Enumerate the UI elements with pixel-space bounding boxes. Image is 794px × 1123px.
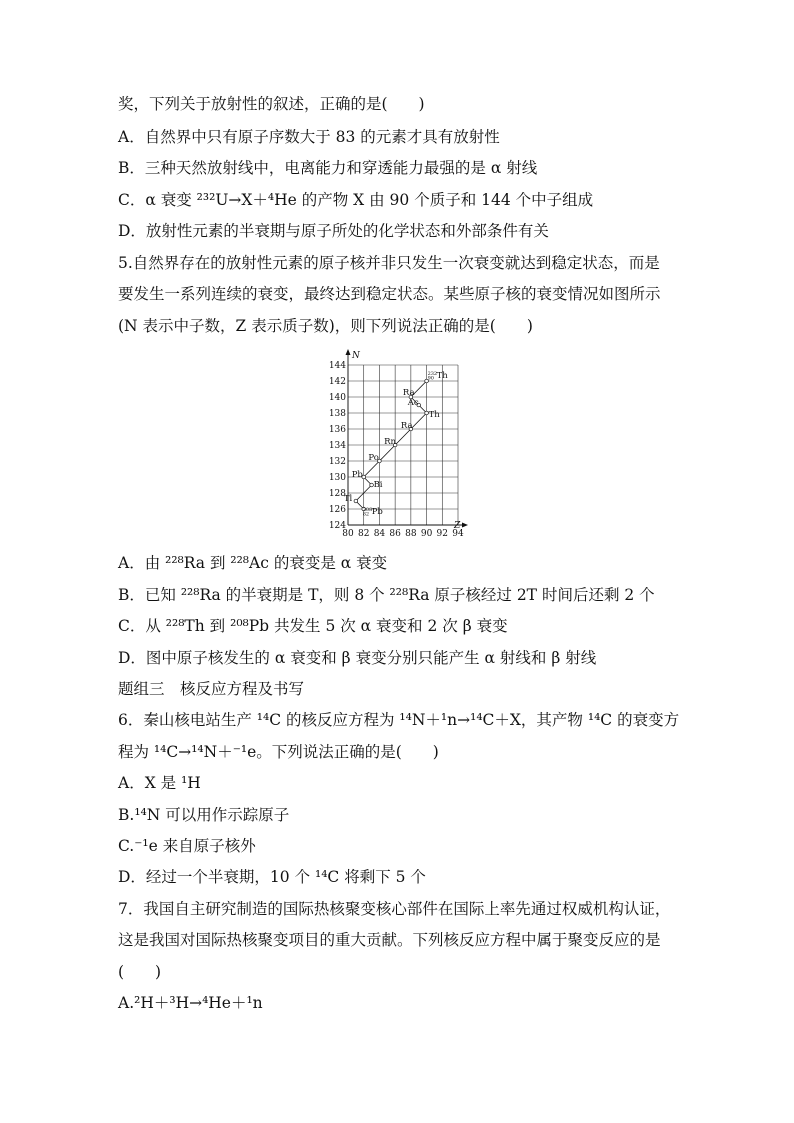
element-symbol: Pb	[371, 507, 383, 517]
mass-number: 232	[427, 371, 438, 377]
text-line: C．α 衰变 ²³²U→X＋⁴He 的产物 X 由 90 个质子和 144 个中子组成	[118, 191, 594, 209]
text-line: A．自然界中只有原子序数大于 83 的元素才具有放射性	[118, 128, 500, 146]
x-axis-arrow	[462, 523, 468, 528]
x-tick-label: 94	[452, 529, 464, 539]
y-tick-label: 126	[328, 505, 346, 515]
text-line: D．放射性元素的半衰期与原子所处的化学状态和外部条件有关	[118, 222, 549, 240]
atomic-number: 90	[427, 375, 434, 382]
decay-chart	[318, 345, 478, 545]
nuclide-label: Pb	[351, 470, 363, 480]
text-line: 5.自然界存在的放射性元素的原子核并非只发生一次衰变就达到稳定状态，而是	[118, 254, 660, 272]
text-line: (N 表示中子数，Z 表示质子数)，则下列说法正确的是( )	[118, 317, 533, 335]
x-tick-label: 88	[405, 529, 417, 539]
x-tick-label: 86	[389, 529, 401, 539]
nuclide-point	[354, 499, 358, 503]
text-line: 要发生一系列连续的衰变，最终达到稳定状态。某些原子核的衰变情况如图所示	[118, 285, 661, 303]
text-line: 奖，下列关于放射性的叙述，正确的是( )	[118, 95, 425, 113]
text-line: A.²H＋³H→⁴He＋¹n	[118, 994, 263, 1012]
text-line: A．X 是 ¹H	[118, 774, 201, 792]
y-tick-label: 132	[328, 457, 346, 467]
y-tick-label: 134	[328, 441, 346, 451]
nuclide-label: Ac	[407, 398, 419, 408]
nuclide-label: Tl	[343, 494, 353, 504]
text-line: D．经过一个半衰期，10 个 ¹⁴C 将剩下 5 个	[118, 868, 426, 886]
x-axis-label: Z	[454, 521, 461, 531]
text-line: D．图中原子核发生的 α 衰变和 β 衰变分别只能产生 α 射线和 β 射线	[118, 649, 597, 667]
text-line: C．从 ²²⁸Th 到 ²⁰⁸Pb 共发生 5 次 α 衰变和 2 次 β 衰变	[118, 617, 508, 635]
text-line: 6．秦山核电站生产 ¹⁴C 的核反应方程为 ¹⁴N＋¹n→¹⁴C＋X，其产物 ¹⁴C 的衰变方	[118, 711, 680, 729]
decay-step-line	[379, 445, 395, 461]
text-line: B.¹⁴N 可以用作示踪原子	[118, 806, 290, 824]
nuclide-label	[428, 371, 449, 382]
text-line: B．三种天然放射线中，电离能力和穿透能力最强的是 α 射线	[118, 159, 538, 177]
decay-chart-svg	[318, 345, 478, 545]
y-tick-label: 128	[328, 489, 346, 499]
decay-step-line	[364, 461, 380, 477]
x-tick-label: 82	[357, 529, 370, 539]
text-line: 7．我国自主研究制造的国际热核聚变核心部件在国际上率先通过权威机构认证，	[118, 900, 671, 918]
y-tick-label: 138	[328, 409, 346, 419]
nuclide-label: Ra	[400, 421, 413, 431]
y-tick-label: 136	[328, 425, 346, 435]
atomic-number: 82	[362, 511, 370, 518]
y-tick-label: 130	[328, 473, 346, 483]
y-tick-labels	[329, 361, 346, 531]
x-tick-label: 90	[420, 529, 433, 539]
y-tick-label: 144	[328, 361, 346, 371]
y-tick-label: 140	[328, 393, 346, 403]
text-line: A．由 ²²⁸Ra 到 ²²⁸Ac 的衰变是 α 衰变	[118, 554, 388, 572]
section-heading: 题组三 核反应方程及书写	[118, 680, 305, 698]
x-tick-label: 80	[342, 529, 354, 539]
y-tick-label: 124	[328, 521, 346, 531]
text-line: 程为 ¹⁴C→¹⁴N＋⁻¹e。下列说法正确的是( )	[118, 743, 439, 761]
nuclide-label: Th	[428, 410, 440, 420]
decay-step-line	[411, 413, 427, 429]
text-line: 这是我国对国际热核聚变项目的重大贡献。下列核反应方程中属于聚变反应的是	[118, 931, 661, 949]
x-tick-label: 92	[436, 529, 449, 539]
y-axis-label: N	[352, 351, 360, 361]
decay-step-line	[395, 429, 411, 445]
mass-number: 208	[362, 507, 373, 513]
x-tick-labels	[342, 529, 464, 539]
text-line: ( )	[118, 963, 162, 981]
nuclide-label	[363, 507, 384, 518]
nuclide-label: Po	[368, 453, 379, 463]
nuclide-label: Bi	[373, 480, 383, 490]
nuclide-label: Ra	[402, 388, 415, 398]
element-symbol: Th	[436, 371, 448, 381]
text-line: B．已知 ²²⁸Ra 的半衰期是 T，则 8 个 ²²⁸Ra 原子核经过 2T 时间后还剩 2 个	[118, 586, 655, 604]
text-line: C.⁻¹e 来自原子核外	[118, 837, 256, 855]
nuclide-label: Rn	[384, 437, 397, 447]
x-tick-label: 84	[373, 529, 386, 539]
y-tick-label: 142	[328, 377, 346, 387]
y-axis-arrow	[346, 349, 351, 355]
